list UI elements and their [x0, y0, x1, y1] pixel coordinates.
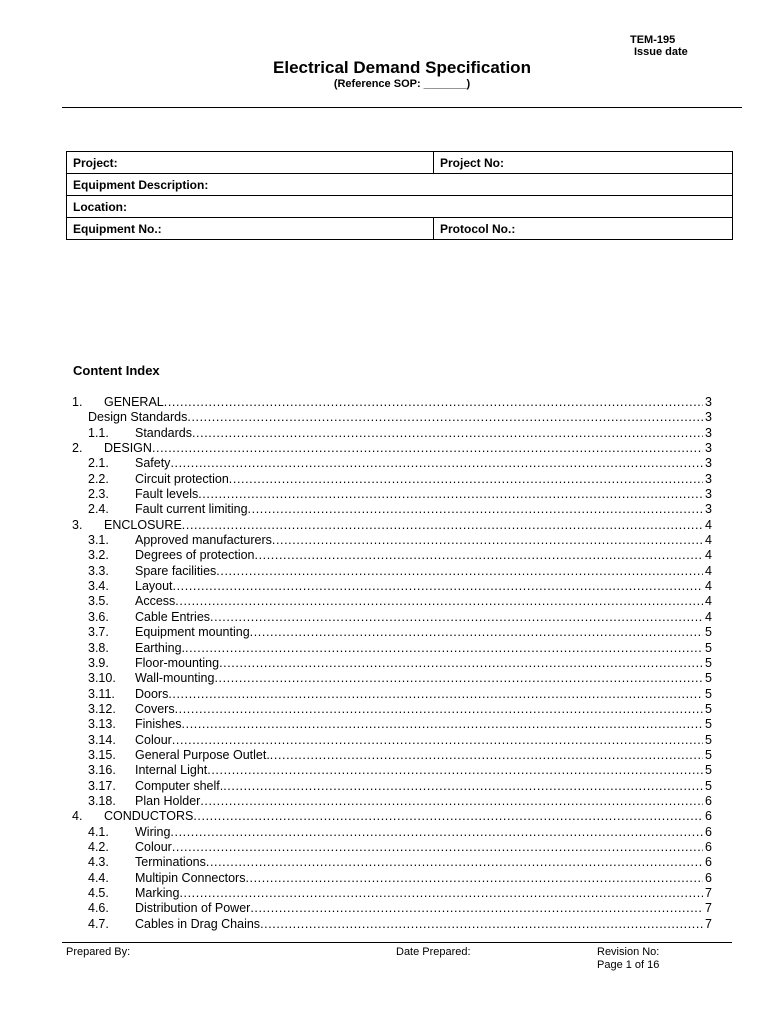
toc-entry-title: CONDUCTORS	[104, 809, 194, 824]
toc-entry[interactable]	[72, 456, 712, 471]
toc-entry-page: 4	[705, 548, 712, 563]
toc-entry[interactable]	[72, 610, 712, 625]
toc-entry-title: Covers	[135, 701, 175, 716]
page-number: Page 1 of 16	[597, 959, 660, 971]
toc-entry[interactable]	[72, 871, 712, 886]
toc-entry[interactable]	[72, 594, 712, 609]
toc-entry-title: Spare facilities	[135, 563, 217, 578]
toc-entry-number: 3.15.	[88, 747, 116, 762]
toc-entry-number: 3.1.	[88, 533, 109, 548]
toc-entry[interactable]	[72, 426, 712, 441]
toc-entry-title: Wall-mounting	[135, 671, 215, 686]
toc-entry[interactable]	[72, 794, 712, 809]
toc-entry[interactable]	[72, 533, 712, 548]
toc-entry-number: 4.7.	[88, 916, 109, 931]
toc-entry-number: 2.4.	[88, 502, 109, 517]
toc-entry[interactable]	[72, 855, 712, 870]
toc-entry-number: 3.6.	[88, 609, 109, 624]
footer-divider	[62, 942, 732, 943]
toc-entry-title: Colour	[135, 839, 172, 854]
toc-entry-page: 6	[705, 824, 712, 839]
toc-entry-number: 4.1.	[88, 824, 109, 839]
header-divider	[62, 107, 742, 108]
document-title: Electrical Demand Specification	[273, 58, 531, 77]
toc-entry-page: 5	[705, 717, 712, 732]
toc-entry[interactable]	[72, 487, 712, 502]
toc-entry[interactable]	[72, 779, 712, 794]
toc-entry-number: 3.8.	[88, 640, 109, 655]
toc-entry-page: 3	[705, 395, 712, 409]
toc-entry-page: 5	[705, 686, 712, 701]
toc-entry[interactable]	[72, 825, 712, 840]
toc-entry-number: 2.3.	[88, 487, 109, 502]
content-index-heading: Content Index	[73, 363, 160, 378]
toc-entry-title: Safety	[135, 456, 171, 471]
toc-entry-title: Cables in Drag Chains	[135, 916, 261, 931]
toc-entry[interactable]	[72, 702, 712, 717]
toc-entry-number: 4.5.	[88, 886, 109, 900]
toc-entry[interactable]	[72, 641, 712, 656]
toc-entry[interactable]	[72, 579, 712, 594]
toc-entry-title: Multipin Connectors	[135, 870, 246, 885]
toc-entry-title: Layout	[135, 579, 173, 594]
toc-entry[interactable]	[72, 901, 712, 916]
toc-entry-number: 3.12.	[88, 701, 116, 716]
toc-entry-page: 4	[705, 609, 712, 624]
toc-entry-title: Terminations	[135, 855, 206, 870]
toc-entry-page: 4	[705, 563, 712, 578]
toc-entry-page: 5	[705, 671, 712, 686]
toc-entry-page: 4	[705, 594, 712, 609]
toc-entry[interactable]	[72, 518, 712, 533]
toc-entry-page: 5	[705, 625, 712, 640]
issue-date-label: Issue date	[634, 46, 688, 58]
toc-entry-page: 5	[705, 747, 712, 762]
toc-entry[interactable]	[72, 441, 712, 456]
toc-entry-title: Earthing.	[135, 640, 186, 655]
toc-entry-page: 6	[705, 855, 712, 870]
toc-entry-title: Approved manufacturers	[135, 533, 272, 548]
toc-entry-page: 5	[705, 778, 712, 793]
toc-entry-title: Doors	[135, 686, 169, 701]
toc-entry-number: 3.9.	[88, 655, 109, 670]
toc-entry-number: 3.4.	[88, 579, 109, 594]
toc-entry[interactable]	[72, 472, 712, 487]
toc-entry-number: 4.2.	[88, 839, 109, 854]
date-prepared-label: Date Prepared:	[396, 946, 471, 958]
toc-entry-number: 3.14.	[88, 732, 116, 747]
revision-no-label: Revision No:	[597, 946, 660, 958]
toc-entry-number: 4.	[72, 809, 83, 824]
toc-entry-number: 4.4.	[88, 870, 109, 885]
toc-entry[interactable]	[72, 625, 712, 640]
toc-entry-title: Fault levels	[135, 487, 199, 502]
toc-entry-page: 3	[705, 471, 712, 486]
toc-entry-number: 1.1.	[88, 425, 109, 440]
toc-entry-title: DESIGN	[104, 441, 152, 456]
toc-entry-title: General Purpose Outlet.	[135, 747, 270, 762]
toc-entry-page: 6	[705, 870, 712, 885]
toc-entry-number: 3.7.	[88, 625, 109, 640]
toc-entry[interactable]	[72, 763, 712, 778]
toc-entry[interactable]	[72, 395, 712, 410]
toc-entry-page: 4	[705, 579, 712, 594]
toc-entry-title: Computer shelf.	[135, 778, 224, 793]
toc-entry-page: 3	[705, 410, 712, 425]
toc-entry-page: 5	[705, 732, 712, 747]
toc-entry-page: 5	[705, 763, 712, 778]
toc-entry-page: 3	[705, 487, 712, 502]
toc-entry-title: Finishes	[135, 717, 182, 732]
table-row	[67, 152, 733, 174]
toc-entry-title: Cable Entries	[135, 609, 211, 624]
toc-entry-title: GENERAL	[104, 395, 164, 409]
toc-entry-page: 6	[705, 793, 712, 808]
toc-entry-title: Circuit protection	[135, 471, 229, 486]
document-code: TEM-195	[630, 34, 676, 46]
toc-entry-number: 1.	[72, 395, 83, 409]
prepared-by-label: Prepared By:	[66, 946, 131, 958]
toc-entry[interactable]	[72, 886, 712, 901]
toc-entry-title: Plan Holder	[135, 793, 201, 808]
toc-entry-number: 3.16.	[88, 763, 116, 778]
table-of-contents	[72, 395, 712, 932]
toc-entry[interactable]	[72, 548, 712, 563]
project-no-field-label: Project No:	[434, 152, 733, 174]
toc-entry[interactable]	[72, 656, 712, 671]
toc-entry-title: Fault current limiting	[135, 502, 248, 517]
toc-entry-page: 3	[705, 502, 712, 517]
table-row	[67, 174, 733, 196]
toc-entry-title: Distribution of Power	[135, 901, 251, 916]
toc-entry-page: 3	[705, 456, 712, 471]
toc-entry-title: Equipment mounting	[135, 625, 250, 640]
toc-entry[interactable]	[72, 917, 712, 932]
toc-entry[interactable]	[72, 733, 712, 748]
toc-entry-title: Wiring	[135, 824, 171, 839]
toc-entry-title: Standards	[135, 425, 192, 440]
equipment-no-field-label: Equipment No.:	[67, 218, 434, 240]
toc-entry-number: 3.11.	[88, 686, 115, 701]
equipment-description-field-label: Equipment Description:	[67, 174, 733, 196]
toc-entry[interactable]	[72, 410, 712, 425]
toc-entry-number: 4.6.	[88, 901, 109, 916]
toc-entry-page: 5	[705, 640, 712, 655]
protocol-no-field-label: Protocol No.:	[434, 218, 733, 240]
table-row	[67, 218, 733, 240]
toc-entry-number: 3.	[72, 517, 83, 532]
toc-entry-number: 3.18.	[88, 793, 116, 808]
toc-entry-number: 3.17.	[88, 778, 116, 793]
toc-entry-page: 6	[705, 839, 712, 854]
location-field-label: Location:	[67, 196, 733, 218]
reference-sop-line: (Reference SOP: _______)	[333, 78, 471, 90]
toc-entry-number: 2.2.	[88, 471, 109, 486]
toc-entry[interactable]	[72, 564, 712, 579]
toc-entry[interactable]	[72, 748, 712, 763]
toc-entry[interactable]	[72, 840, 712, 855]
toc-entry-number: 2.1.	[88, 456, 109, 471]
toc-entry-number: 3.10.	[88, 671, 116, 686]
toc-entry-title: Design Standards	[88, 410, 188, 425]
toc-entry-title: Floor-mounting	[135, 655, 220, 670]
toc-entry-title: Degrees of protection	[135, 548, 255, 563]
toc-entry-title: ENCLOSURE	[104, 517, 182, 532]
toc-entry-page: 7	[705, 916, 712, 931]
toc-entry-number: 3.13.	[88, 717, 116, 732]
toc-entry-number: 2.	[72, 441, 83, 456]
toc-entry-page: 6	[705, 809, 712, 824]
toc-entry-number: 3.3.	[88, 563, 109, 578]
toc-entry[interactable]	[72, 502, 712, 517]
toc-entry-page: 7	[705, 886, 712, 900]
toc-entry[interactable]	[72, 671, 712, 686]
table-row	[67, 196, 733, 218]
toc-entry-number: 4.3.	[88, 855, 109, 870]
toc-entry-page: 4	[705, 533, 712, 548]
toc-entry-title: Internal Light	[135, 763, 208, 778]
toc-entry-page: 7	[705, 901, 712, 916]
toc-entry-number: 3.2.	[88, 548, 109, 563]
toc-entry-number: 3.5.	[88, 594, 109, 609]
toc-entry[interactable]	[72, 717, 712, 732]
toc-entry-page: 5	[705, 655, 712, 670]
toc-entry[interactable]	[72, 809, 712, 824]
project-info-table	[66, 151, 733, 240]
toc-entry-page: 4	[705, 517, 712, 532]
toc-entry-page: 3	[705, 425, 712, 440]
toc-entry-page: 5	[705, 701, 712, 716]
project-field-label: Project:	[67, 152, 434, 174]
toc-entry-page: 3	[705, 441, 712, 456]
toc-entry-title: Colour	[135, 732, 172, 747]
toc-entry-title: Access	[135, 594, 176, 609]
toc-entry-title: Marking	[135, 886, 180, 900]
toc-entry[interactable]	[72, 687, 712, 702]
